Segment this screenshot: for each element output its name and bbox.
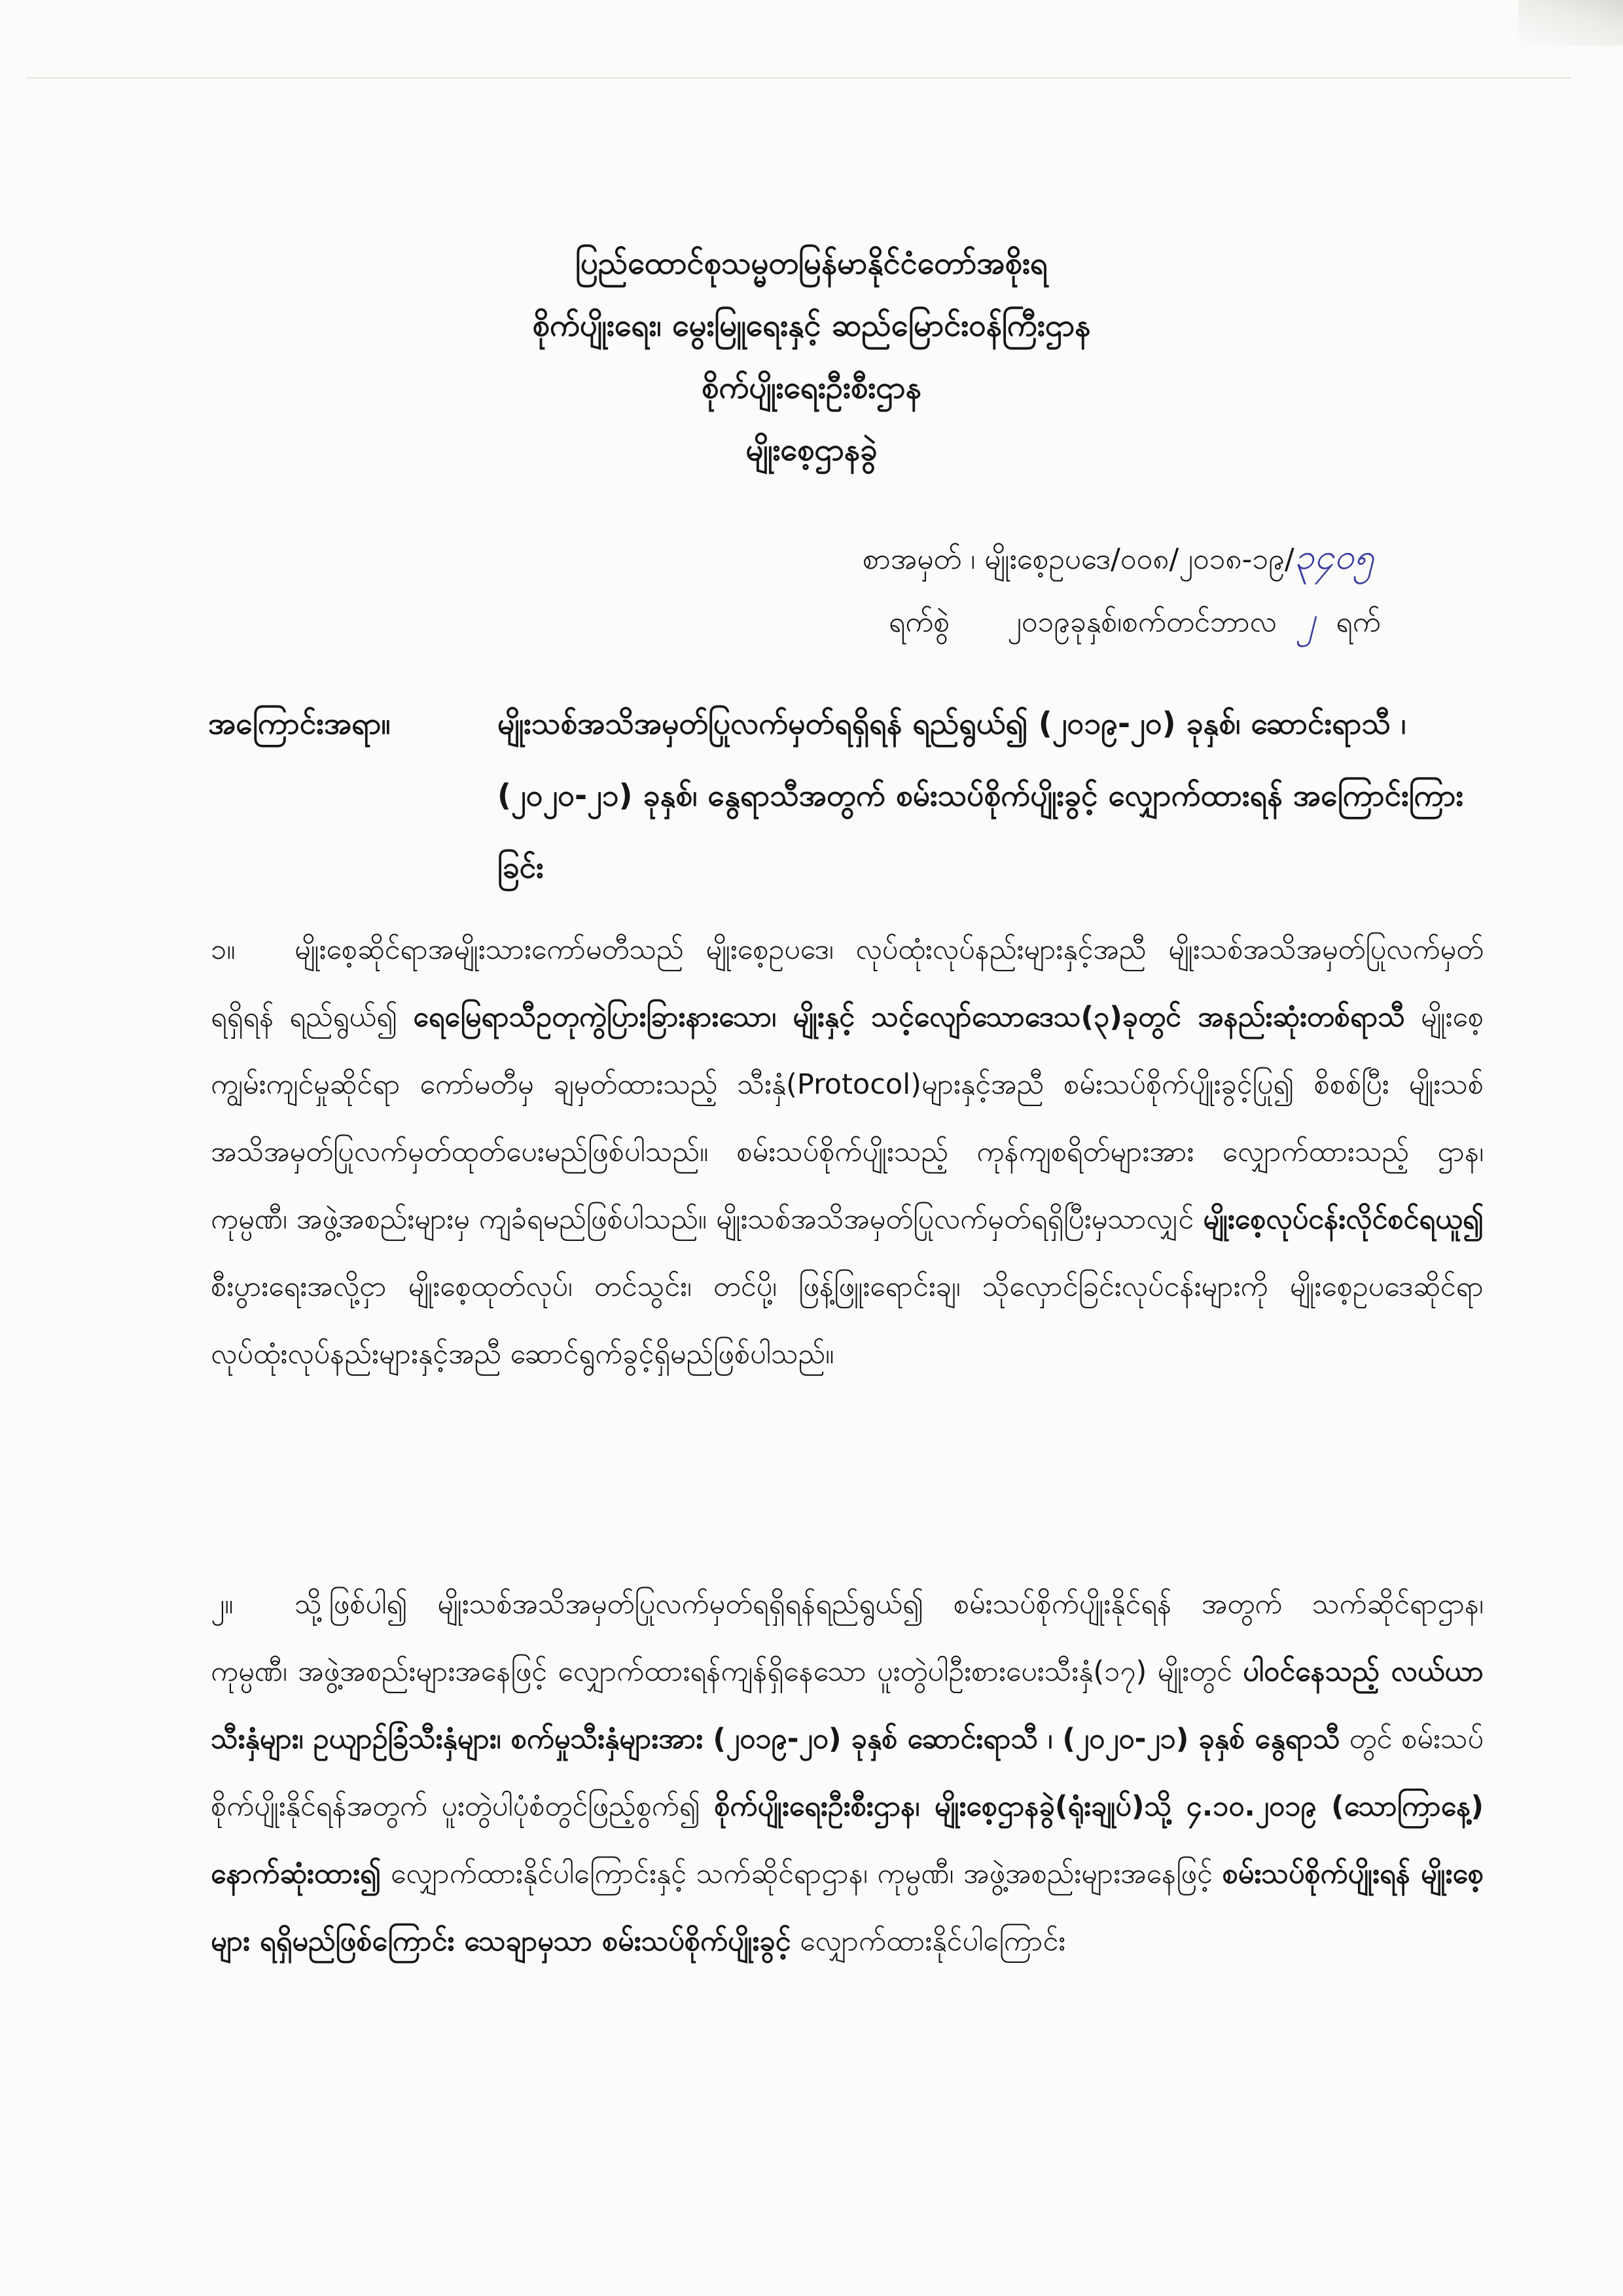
paragraph-2-text-a: သို့ဖြစ်ပါ၍ မျိုးသစ်အသိအမှတ်ပြုလက်မှတ်ရရှိရန်ရည်ရွယ်၍ စမ်းသပ်စိုက်ပျိုးနိုင်ရန် အတွက် သက်ဆိုင်ရာဌာန၊ ကုမ္ပဏီ၊ အဖွဲ့အစည်းများအနေဖြင့် လျှောက်ထားရန်ကျန်ရှိနေသော ပူးတွဲပါဦးစားပေးသီးနှံ(၁၇) မျိုးတွင်	[211, 1588, 1484, 1688]
paragraph-1-text-b: မျိုးစေ့ကျွမ်းကျင်မှုဆိုင်ရာ ကော်မတီမှ ချမှတ်ထားသည့် သီးနှံ(Protocol)များနှင့်အညီ စမ်းသပ်စိုက်ပျိုးခွင့်ပြု၍ စိစစ်ပြီး မျိုးသစ်အသိအမှတ်ပြုလက်မှတ်ထုတ်ပေးမည်ဖြစ်ပါသည်။ စမ်းသပ်စိုက်ပျိုးသည့် ကုန်ကျစရိတ်များအား လျှောက်ထားသည့် ဌာန၊ ကုမ္ပဏီ၊ အဖွဲ့အစည်းများမှ ကျခံရမည်ဖြစ်ပါသည်။ မျိုးသစ်အသိအမှတ်ပြုလက်မှတ်ရရှိပြီးမှသာလျှင်	[211, 1001, 1484, 1236]
paragraph-2-bold-b: စိုက်ပျိုးရေးဦးစီးဌာန၊ မျိုးစေ့ဌာနခွဲ(ရုံးချုပ်)သို့ ၄.၁၀.၂၀၁၉ (သောကြာနေ့) နောက်ဆုံးထား၍	[211, 1790, 1484, 1890]
paragraph-2	[211, 1571, 1484, 1975]
reference-number-row	[863, 527, 1596, 590]
letterhead	[0, 232, 1623, 481]
paragraph-2-text-d: လျှောက်ထားနိုင်ပါကြောင်း	[791, 1925, 1066, 1958]
letterhead-division: မျိုးစေ့ဌာနခွဲ	[745, 432, 878, 468]
reference-date-row	[863, 590, 1596, 653]
paragraph-1-bold-b: မျိုးစေ့လုပ်ငန်းလိုင်စင်ရယူ၍	[1203, 1203, 1484, 1236]
paragraph-2-number: ၂။	[211, 1588, 234, 1621]
paragraph-2-bold-a: ပါဝင်နေသည့် လယ်ယာသီးနှံများ၊ ဥယျာဉ်ခြံသီးနှံများ၊ စက်မှုသီးနှံများအား (၂၀၁၉-၂၀) ခုနှစ် ဆောင်းရာသီ ၊ (၂၀၂၀-၂၁) ခုနှစ် နွေရာသီ	[211, 1655, 1484, 1755]
scan-page-fold	[1518, 0, 1623, 46]
paragraph-1-text-a: မျိုးစေ့ဆိုင်ရာအမျိုးသားကော်မတီသည် မျိုးစေ့ဥပဒေ၊ လုပ်ထုံးလုပ်နည်းများနှင့်အညီ မျိုးသစ်အသိအမှတ်ပြုလက်မှတ် ရရှိရန် ရည်ရွယ်၍	[211, 933, 1484, 1033]
paragraph-2-bold-c: စမ်းသပ်စိုက်ပျိုးရန် မျိုးစေ့များ ရရှိမည်ဖြစ်ကြောင်း သေချာမှသာ စမ်းသပ်စိုက်ပျိုးခွင့်	[211, 1857, 1484, 1958]
paragraph-1-text-c: စီးပွားရေးအလို့ငှာ မျိုးစေ့ထုတ်လုပ်၊ တင်သွင်း၊ တင်ပို့၊ ဖြန့်ဖြူးရောင်းချ၊ သိုလှောင်ခြင်းလုပ်ငန်းများကို မျိုးစေ့ဥပဒေဆိုင်ရာ လုပ်ထုံးလုပ်နည်းများနှင့်အညီ ဆောင်ရွက်ခွင့်ရှိမည်ဖြစ်ပါသည်။	[211, 1270, 1484, 1371]
subject-label: အကြောင်းအရာ။	[208, 706, 391, 741]
paragraph-1	[211, 916, 1484, 1388]
paragraph-2-text-b: တွင် စမ်းသပ်စိုက်ပျိုးနိုင်ရန်အတွက် ပူးတွဲပါပုံစံတွင်ဖြည့်စွက်၍	[211, 1723, 1484, 1823]
date-day-handwritten: ၂	[1297, 599, 1315, 640]
date-value: ၂၀၁၉ခုနှစ်၊စက်တင်ဘာလ	[1007, 605, 1277, 639]
date-label: ရက်စွဲ	[889, 605, 950, 639]
reference-block	[863, 527, 1596, 653]
reference-number-label: စာအမှတ် ၊ မျိုးစေ့ဥပဒေ/၀၀၈/၂၀၁၈-၁၉/	[863, 543, 1294, 576]
letterhead-ministry: စိုက်ပျိုးရေး၊ မွေးမြူရေးနှင့် ဆည်မြောင်းဝန်ကြီးဌာန	[532, 308, 1091, 344]
scan-top-edge	[26, 77, 1571, 79]
date-suffix: ရက်	[1336, 605, 1381, 639]
letterhead-department: စိုက်ပျိုးရေးဦးစီးဌာန	[702, 370, 921, 406]
reference-number-handwritten: ၃၄၀၅	[1294, 536, 1374, 577]
subject-text: မျိုးသစ်အသိအမှတ်ပြုလက်မှတ်ရရှိရန် ရည်ရွယ်၍ (၂၀၁၉-၂၀) ခုနှစ်၊ ဆောင်းရာသီ ၊ (၂၀၂၀-၂၁) ခုနှစ်၊ နွေရာသီအတွက် စမ်းသပ်စိုက်ပျိုးခွင့် လျှောက်ထားရန် အကြောင်းကြားခြင်း	[497, 706, 1464, 885]
paragraph-1-bold-a: ရေမြေရာသီဥတုကွဲပြားခြားနားသော၊ မျိုးနှင့် သင့်လျော်သောဒေသ(၃)ခုတွင် အနည်းဆုံးတစ်ရာသီ	[413, 1001, 1405, 1033]
letterhead-government: ပြည်ထောင်စုသမ္မတမြန်မာနိုင်ငံတော်အစိုးရ	[575, 245, 1048, 281]
paragraph-2-text-c: လျှောက်ထားနိုင်ပါကြောင်းနှင့် သက်ဆိုင်ရာဌာန၊ ကုမ္ပဏီ၊ အဖွဲ့အစည်းများအနေဖြင့်	[381, 1857, 1222, 1890]
paragraph-1-number: ၁။	[211, 933, 236, 966]
